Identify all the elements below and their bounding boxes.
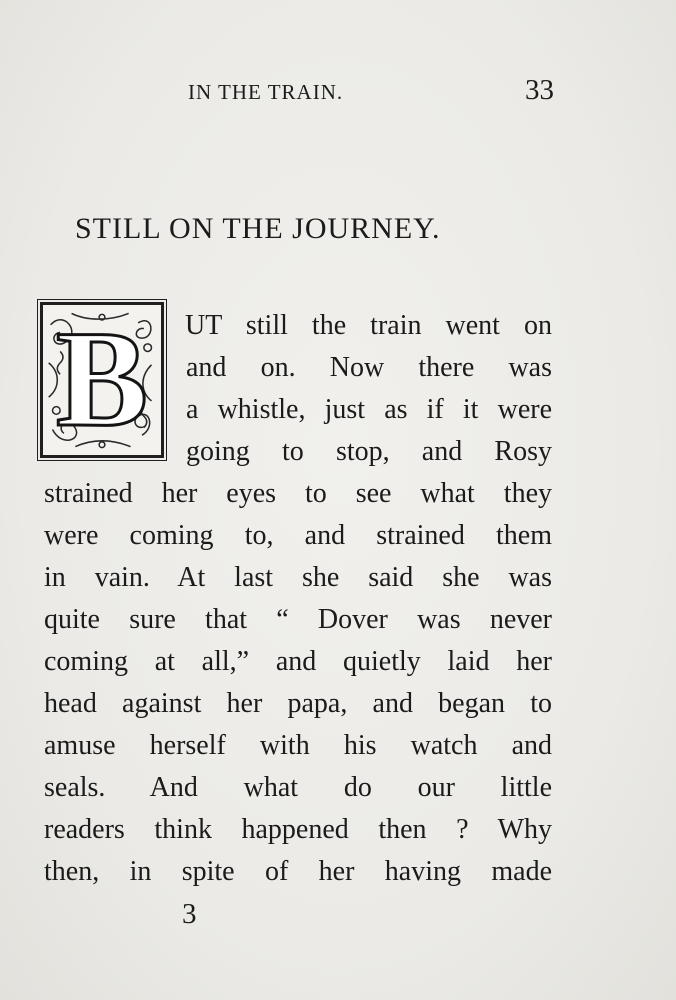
body-line: in vain. At last she said she was: [44, 562, 552, 593]
body-line: coming at all,” and quietly laid her: [44, 646, 552, 677]
body-line: seals. And what do our little: [44, 772, 552, 803]
body-line: strained her eyes to see what they: [44, 478, 552, 509]
body-line: head against her papa, and began to: [44, 688, 552, 719]
chapter-title: STILL ON THE JOURNEY.: [75, 212, 441, 245]
body-line: going to stop, and Rosy: [186, 436, 552, 467]
body-line: amuse herself with his watch and: [44, 730, 552, 761]
body-line: were coming to, and strained them: [44, 520, 552, 551]
body-line: and on. Now there was: [186, 352, 552, 383]
body-line: quite sure that “ Dover was never: [44, 604, 552, 635]
body-line: a whistle, just as if it were: [186, 394, 552, 425]
body-line: readers think happened then ? Why: [44, 814, 552, 845]
ornamental-drop-cap: [40, 302, 164, 458]
body-line: then, in spite of her having made: [44, 856, 552, 887]
drop-cap-letter: B: [55, 302, 149, 455]
signature-mark: 3: [182, 898, 197, 930]
body-line: UT still the train went on: [185, 310, 552, 341]
running-head: IN THE TRAIN.: [188, 80, 344, 104]
page-number: 33: [525, 74, 554, 106]
